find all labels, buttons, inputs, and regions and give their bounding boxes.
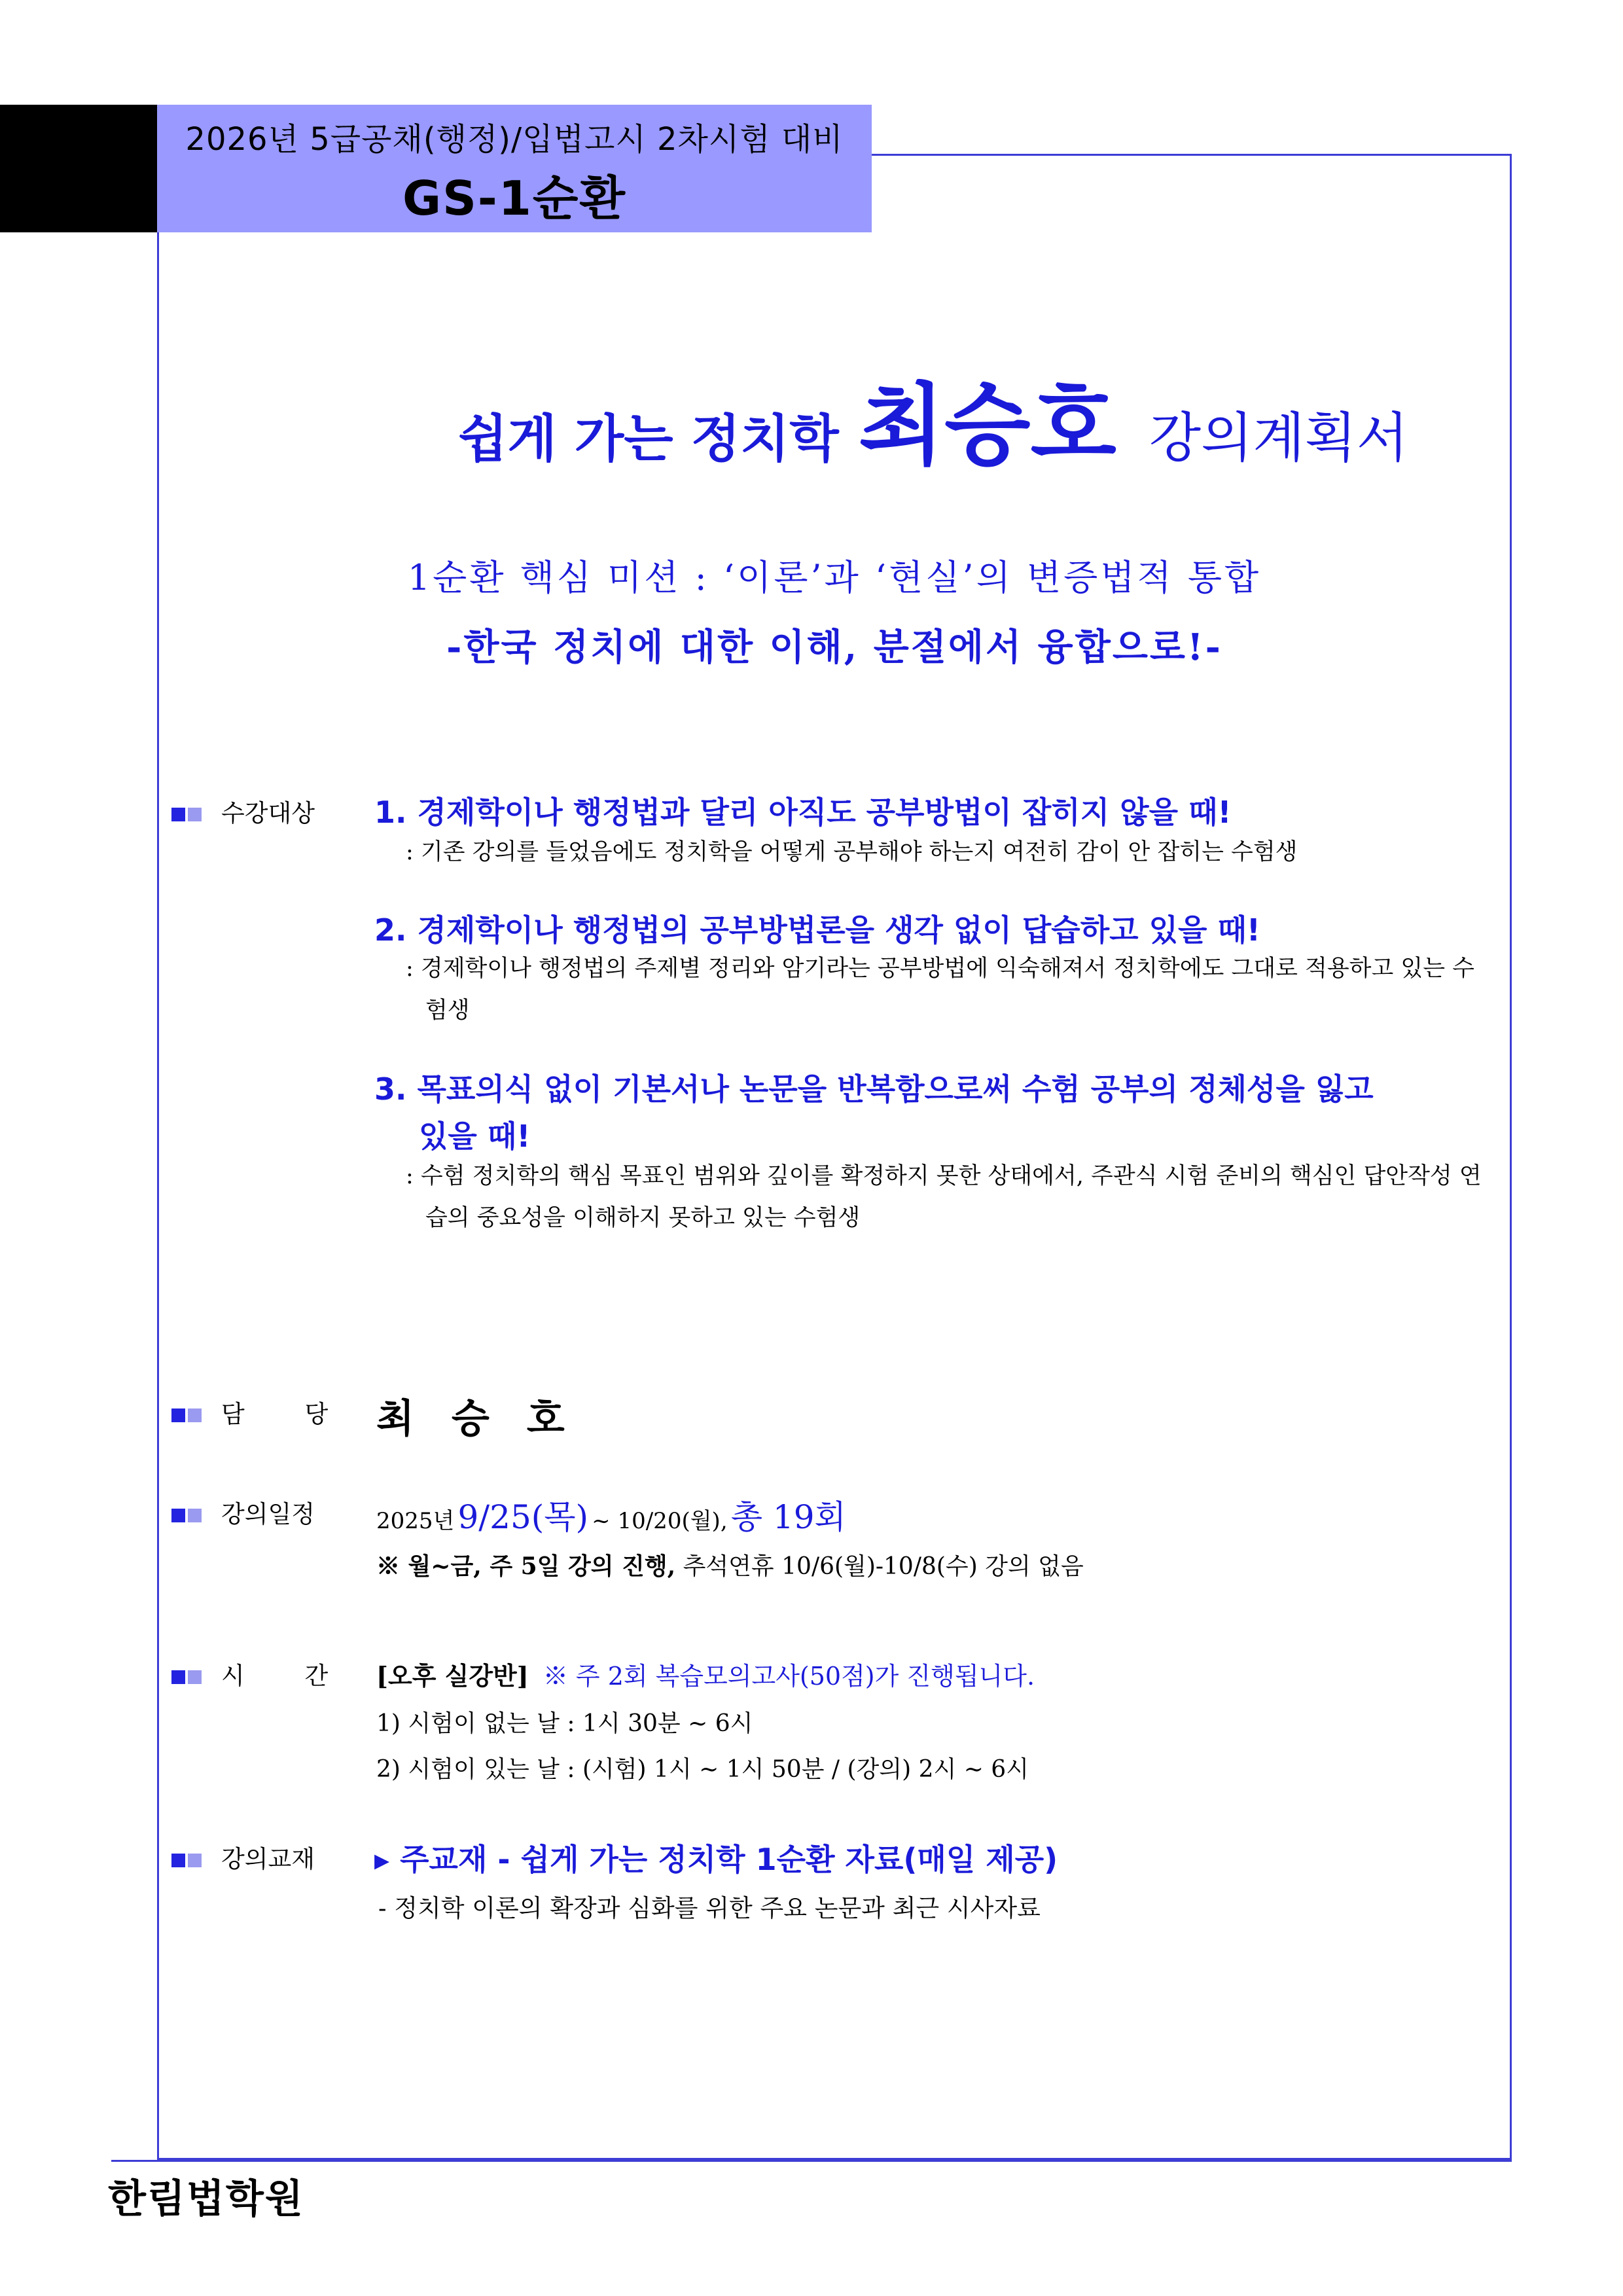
time-class-type: [오후 실강반]: [376, 1661, 529, 1691]
schedule-note: [376, 1548, 1084, 1581]
mission-line-1: 1순환 핵심 미션 : ‘이론’과 ‘현실’의 변증법적 통합: [407, 557, 1262, 598]
section-label-time: 시 간: [171, 1656, 354, 1691]
target-item-3-head-line-2: 있을 때!: [419, 1119, 531, 1154]
teacher-name: 최 승 호: [376, 1396, 577, 1442]
time-line-2: 2) 시험이 있는 날 : (시험) 1시 ~ 1시 50분 / (강의) 2시 ~ 6시: [376, 1756, 1029, 1783]
bullet-square-icon: [188, 1408, 202, 1422]
header-course-title: GS-1순환: [402, 171, 627, 226]
target-item-1-desc: : 기존 강의를 들었음에도 정치학을 어떻게 공부해야 하는지 여전히 감이 안 잡히는 수험생: [406, 839, 1298, 865]
title-doc-type: 강의계획서: [1149, 407, 1408, 469]
textbook-main: ▸ 주교재 - 쉽게 가는 정치학 1순환 자료(매일 제공): [374, 1842, 1058, 1877]
section-label-schedule: 강의일정: [171, 1494, 315, 1530]
time-class-note: ※ 주 2회 복습모의고사(50점)가 진행됩니다.: [543, 1662, 1035, 1691]
schedule-year: 2025년: [376, 1508, 455, 1534]
bullet-square-icon: [188, 1854, 202, 1867]
header-black-tab: [0, 105, 157, 232]
schedule-note-rest: 추석연휴 10/6(월)-10/8(수) 강의 없음: [683, 1553, 1084, 1580]
section-label-teacher: 담 당: [171, 1394, 354, 1429]
schedule-dates: [376, 1491, 846, 1538]
textbook-sub: - 정치학 이론의 확장과 심화를 위한 주요 논문과 최근 시사자료: [378, 1894, 1041, 1922]
title-course: 쉽게 가는 정치학: [458, 410, 839, 469]
header-box: [157, 105, 872, 232]
bullet-square-icon: [188, 1509, 202, 1522]
target-item-3-head-line-1: 3. 목표의식 없이 기본서나 논문을 반복함으로써 수험 공부의 정체성을 잃고: [374, 1071, 1374, 1107]
bullet-square-icon: [188, 1670, 202, 1684]
schedule-start: 9/25(목): [457, 1498, 589, 1536]
bullet-square-icon: [171, 1854, 185, 1867]
target-item-2-desc: : 경제학이나 행정법의 주제별 정리와 암기라는 공부방법에 익숙해져서 정치학에도 그대로 적용하고 있는 수험생: [406, 956, 1474, 1024]
bullet-square-icon: [171, 808, 185, 821]
bullet-square-icon: [171, 1509, 185, 1522]
target-item-2-head: 2. 경제학이나 행정법의 공부방법론을 생각 없이 답습하고 있을 때!: [374, 912, 1260, 948]
mission-line-2: -한국 정치에 대한 이해, 분절에서 융합으로!-: [446, 626, 1222, 669]
time-class-info: [376, 1656, 1035, 1692]
page-title: [458, 353, 1505, 482]
title-instructor: 최승호: [858, 374, 1116, 478]
time-line-1: 1) 시험이 없는 날 : 1시 30분 ~ 6시: [376, 1710, 753, 1737]
target-item-1-head: 1. 경제학이나 행정법과 달리 아직도 공부방법이 잡히지 않을 때!: [374, 795, 1232, 830]
bullet-square-icon: [188, 808, 202, 821]
schedule-end: ~ 10/20(월),: [592, 1508, 728, 1534]
schedule-total: 총 19회: [730, 1498, 846, 1536]
schedule-note-bold: ※ 월~금, 주 5일 강의 진행,: [376, 1552, 676, 1580]
bullet-square-icon: [171, 1408, 185, 1422]
section-label-textbook: 강의교재: [171, 1839, 315, 1874]
target-item-3-desc: : 수험 정치학의 핵심 목표인 범위와 깊이를 확정하지 못한 상태에서, 주관식 시험 준비의 핵심인 답안작성 연습의 중요성을 이해하지 못하고 있는 수험생: [406, 1163, 1482, 1231]
bullet-square-icon: [171, 1670, 185, 1684]
footer-rule: [111, 2160, 1512, 2162]
academy-logo: 한림법학원: [108, 2176, 304, 2222]
header-subtitle: 2026년 5급공채(행정)/입법고시 2차시험 대비: [185, 121, 844, 158]
section-label-target: 수강대상: [171, 793, 315, 829]
